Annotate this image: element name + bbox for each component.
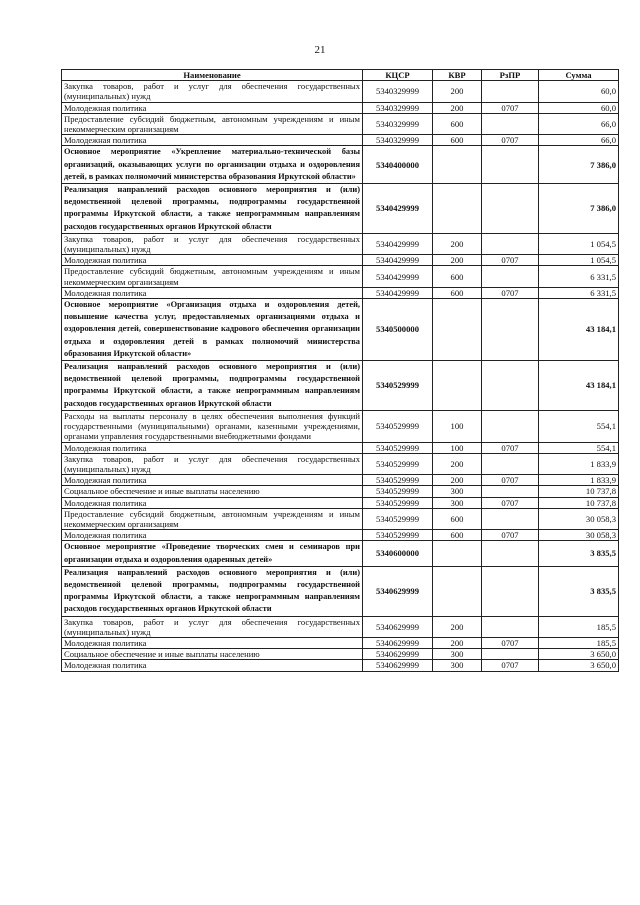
row-rzpr-cell: 0707 [482,255,539,266]
row-sum-cell: 66,0 [539,135,619,146]
row-rzpr-cell [482,184,539,234]
row-sum-cell: 1 054,5 [539,255,619,266]
row-name-cell: Социальное обеспечение и иные выплаты населению [62,486,363,497]
table-row [62,361,619,411]
row-kcsr-cell: 5340329999 [363,102,433,113]
row-rzpr-cell: 0707 [482,497,539,508]
row-kvr-cell: 100 [433,442,482,453]
row-kvr-cell: 600 [433,508,482,529]
row-kvr-cell: 300 [433,486,482,497]
row-kcsr-cell: 5340529999 [363,497,433,508]
row-rzpr-cell [482,146,539,184]
row-name-cell: Молодежная политика [62,102,363,113]
row-rzpr-cell [482,453,539,474]
row-kcsr-cell: 5340629999 [363,637,433,648]
table-row [62,475,619,486]
table-row [62,102,619,113]
table-row [62,541,619,566]
row-sum-cell: 43 184,1 [539,361,619,411]
table-row [62,442,619,453]
row-kcsr-cell: 5340429999 [363,266,433,287]
row-kvr-cell: 200 [433,637,482,648]
row-sum-cell: 185,5 [539,637,619,648]
row-kvr-cell [433,566,482,616]
row-kvr-cell [433,184,482,234]
table-header-row [62,70,619,81]
row-name-cell: Закупка товаров, работ и услуг для обеспечения государственных (муниципальных) нужд [62,453,363,474]
table-row [62,410,619,442]
table-row [62,637,619,648]
header-sum: Сумма [539,70,619,81]
row-kcsr-cell: 5340429999 [363,233,433,254]
row-rzpr-cell: 0707 [482,135,539,146]
row-rzpr-cell [482,113,539,134]
row-sum-cell: 3 650,0 [539,660,619,671]
row-name-cell: Социальное обеспечение и иные выплаты населению [62,649,363,660]
table-row [62,184,619,234]
row-sum-cell: 3 835,5 [539,566,619,616]
row-kvr-cell [433,146,482,184]
row-name-cell: Основное мероприятие «Укрепление материально-технической базы организаций, оказывающих услуги по организации отдыха и оздоровления детей, в рамках полномочий министерства образования Иркутской области» [62,146,363,184]
header-name: Наименование [62,70,363,81]
table-body [62,81,619,671]
row-sum-cell: 1 833,9 [539,475,619,486]
row-kvr-cell: 300 [433,497,482,508]
row-kvr-cell [433,299,482,361]
row-kcsr-cell: 5340429999 [363,184,433,234]
row-kvr-cell: 600 [433,530,482,541]
row-kcsr-cell: 5340529999 [363,475,433,486]
table-row [62,135,619,146]
table-row [62,566,619,616]
row-sum-cell: 3 650,0 [539,649,619,660]
row-name-cell: Молодежная политика [62,497,363,508]
row-name-cell: Молодежная политика [62,660,363,671]
row-kcsr-cell: 5340529999 [363,361,433,411]
page-number: 21 [314,44,326,56]
row-sum-cell: 7 386,0 [539,146,619,184]
row-kcsr-cell: 5340529999 [363,442,433,453]
row-kcsr-cell: 5340629999 [363,649,433,660]
row-rzpr-cell [482,410,539,442]
row-name-cell: Закупка товаров, работ и услуг для обеспечения государственных (муниципальных) нужд [62,81,363,102]
row-sum-cell: 6 331,5 [539,287,619,298]
row-kcsr-cell: 5340400000 [363,146,433,184]
row-rzpr-cell: 0707 [482,660,539,671]
row-name-cell: Молодежная политика [62,442,363,453]
table-row [62,486,619,497]
table-row [62,266,619,287]
row-rzpr-cell [482,233,539,254]
row-rzpr-cell: 0707 [482,475,539,486]
table-row [62,453,619,474]
table-row [62,530,619,541]
row-kvr-cell: 600 [433,135,482,146]
row-name-cell: Реализация направлений расходов основного мероприятия и (или) ведомственной целевой программы, подпрограммы государственной программы Иркутской области, а также непрограммным направлениям расходов государственных органов Иркутской области [62,361,363,411]
row-name-cell: Реализация направлений расходов основного мероприятия и (или) ведомственной целевой программы, подпрограммы государственной программы Иркутской области, а также непрограммным направлениям расходов государственных органов Иркутской области [62,184,363,234]
row-sum-cell: 30 058,3 [539,508,619,529]
table-row [62,660,619,671]
row-kcsr-cell: 5340629999 [363,566,433,616]
row-name-cell: Молодежная политика [62,475,363,486]
row-kvr-cell: 200 [433,102,482,113]
row-rzpr-cell [482,541,539,566]
row-kvr-cell: 600 [433,287,482,298]
row-kvr-cell: 200 [433,616,482,637]
row-kvr-cell: 200 [433,81,482,102]
row-kvr-cell: 200 [433,453,482,474]
row-kvr-cell: 100 [433,410,482,442]
table-row [62,649,619,660]
row-rzpr-cell [482,649,539,660]
table-row [62,616,619,637]
table-row [62,255,619,266]
row-kcsr-cell: 5340529999 [363,453,433,474]
row-rzpr-cell: 0707 [482,102,539,113]
row-sum-cell: 60,0 [539,81,619,102]
row-rzpr-cell: 0707 [482,442,539,453]
row-sum-cell: 66,0 [539,113,619,134]
row-kcsr-cell: 5340500000 [363,299,433,361]
row-kvr-cell: 200 [433,475,482,486]
row-sum-cell: 10 737,8 [539,497,619,508]
row-name-cell: Предоставление субсидий бюджетным, автономным учреждениям и иным некоммерческим организациям [62,508,363,529]
row-sum-cell: 60,0 [539,102,619,113]
row-sum-cell: 6 331,5 [539,266,619,287]
row-kcsr-cell: 5340329999 [363,113,433,134]
row-kvr-cell [433,361,482,411]
row-name-cell: Молодежная политика [62,530,363,541]
row-sum-cell: 3 835,5 [539,541,619,566]
row-rzpr-cell [482,299,539,361]
row-sum-cell: 554,1 [539,410,619,442]
row-sum-cell: 554,1 [539,442,619,453]
row-kcsr-cell: 5340529999 [363,410,433,442]
table-row [62,497,619,508]
row-rzpr-cell [482,361,539,411]
row-name-cell: Закупка товаров, работ и услуг для обеспечения государственных (муниципальных) нужд [62,616,363,637]
row-kcsr-cell: 5340329999 [363,81,433,102]
row-kcsr-cell: 5340429999 [363,287,433,298]
row-kcsr-cell: 5340629999 [363,660,433,671]
table-row [62,81,619,102]
row-kcsr-cell: 5340629999 [363,616,433,637]
row-kcsr-cell: 5340529999 [363,486,433,497]
row-kvr-cell: 200 [433,255,482,266]
row-sum-cell: 10 737,8 [539,486,619,497]
row-sum-cell: 1 054,5 [539,233,619,254]
row-name-cell: Молодежная политика [62,637,363,648]
row-rzpr-cell: 0707 [482,530,539,541]
row-rzpr-cell [482,486,539,497]
row-name-cell: Молодежная политика [62,287,363,298]
row-sum-cell: 185,5 [539,616,619,637]
budget-table [61,69,619,672]
row-kcsr-cell: 5340429999 [363,255,433,266]
table-row [62,287,619,298]
row-name-cell: Основное мероприятие «Организация отдыха и оздоровления детей, повышение качества услуг, предоставляемых организациями отдыха и оздоровления детей, совершенствование кадрового обеспечения организации отдыха и оздоровления детей в рамках полномочий министерства образования Иркутской области» [62,299,363,361]
row-name-cell: Предоставление субсидий бюджетным, автономным учреждениям и иным некоммерческим организациям [62,113,363,134]
row-rzpr-cell [482,81,539,102]
row-name-cell: Молодежная политика [62,135,363,146]
row-kcsr-cell: 5340600000 [363,541,433,566]
row-rzpr-cell [482,508,539,529]
header-kvr: КВР [433,70,482,81]
row-rzpr-cell [482,266,539,287]
table-row [62,508,619,529]
row-kvr-cell: 300 [433,660,482,671]
table-row [62,299,619,361]
row-kcsr-cell: 5340329999 [363,135,433,146]
table-row [62,113,619,134]
row-kcsr-cell: 5340529999 [363,530,433,541]
row-sum-cell: 1 833,9 [539,453,619,474]
row-kcsr-cell: 5340529999 [363,508,433,529]
row-sum-cell: 30 058,3 [539,530,619,541]
header-kcsr: КЦСР [363,70,433,81]
row-kvr-cell: 200 [433,233,482,254]
row-name-cell: Молодежная политика [62,255,363,266]
table-row [62,233,619,254]
row-kvr-cell: 600 [433,113,482,134]
row-name-cell: Закупка товаров, работ и услуг для обеспечения государственных (муниципальных) нужд [62,233,363,254]
row-rzpr-cell: 0707 [482,637,539,648]
row-rzpr-cell [482,566,539,616]
table-row [62,146,619,184]
row-rzpr-cell [482,616,539,637]
row-kvr-cell [433,541,482,566]
row-sum-cell: 7 386,0 [539,184,619,234]
row-kvr-cell: 600 [433,266,482,287]
row-rzpr-cell: 0707 [482,287,539,298]
row-name-cell: Расходы на выплаты персоналу в целях обеспечения выполнения функций государственными (муниципальными) органами, казенными учреждениями, органами управления государственными внебюджетными фондами [62,410,363,442]
row-kvr-cell: 300 [433,649,482,660]
row-sum-cell: 43 184,1 [539,299,619,361]
row-name-cell: Основное мероприятие «Проведение творческих смен и семинаров при организации отдыха и оздоровления одаренных детей» [62,541,363,566]
row-name-cell: Предоставление субсидий бюджетным, автономным учреждениям и иным некоммерческим организациям [62,266,363,287]
row-name-cell: Реализация направлений расходов основного мероприятия и (или) ведомственной целевой программы, подпрограммы государственной программы Иркутской области, а также непрограммным направлениям расходов государственных органов Иркутской области [62,566,363,616]
header-rzpr: РзПР [482,70,539,81]
